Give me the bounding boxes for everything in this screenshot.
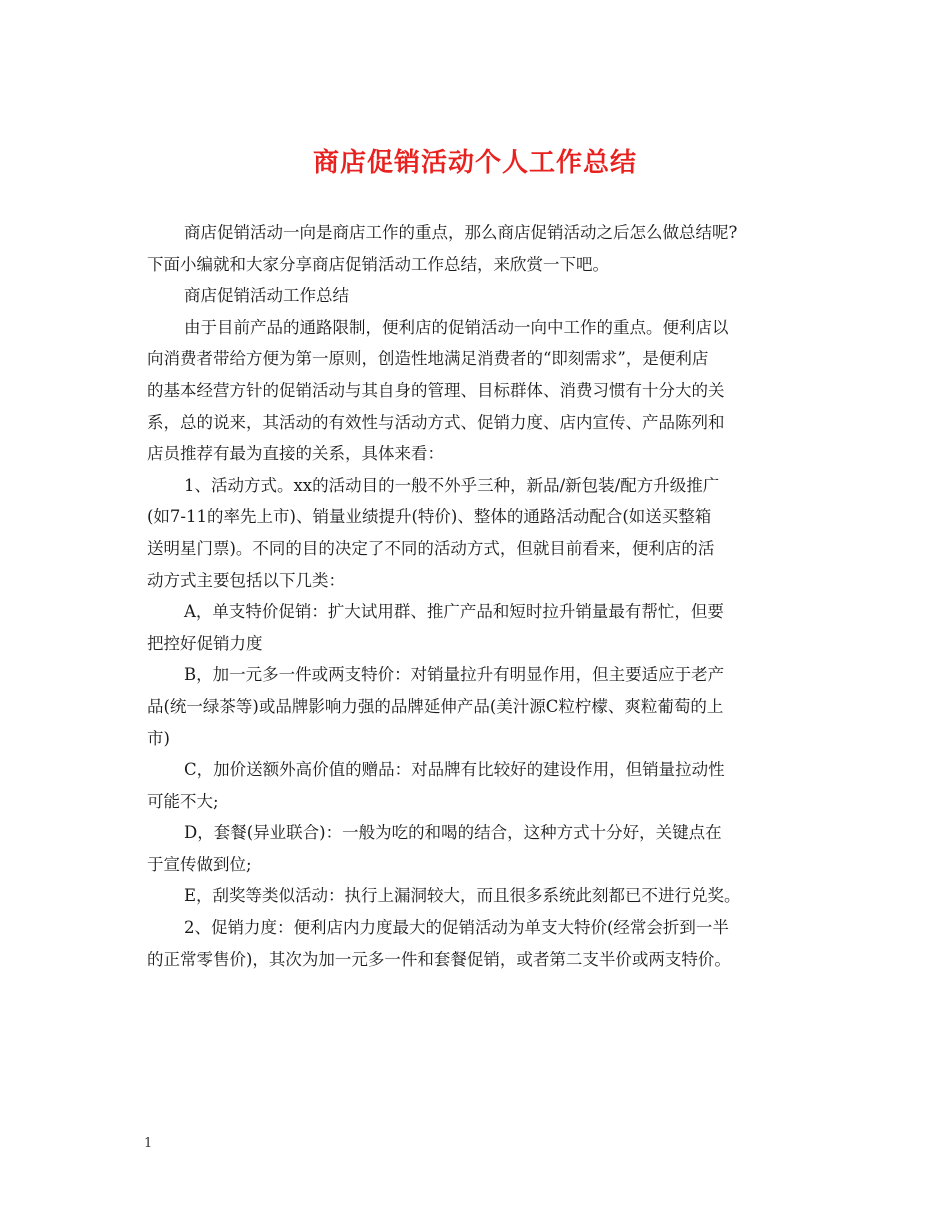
paragraph-line: 店员推荐有最为直接的关系，具体来看： bbox=[147, 444, 444, 464]
document-title: 商店促销活动个人工作总结 bbox=[312, 148, 637, 178]
paragraph-line: 的正常零售价)，其次为加一元多一件和套餐促销，或者第二支半价或两支特价。 bbox=[147, 949, 731, 969]
paragraph-line: 2、促销力度：便利店内力度最大的促销活动为单支大特价(经常会折到一半 bbox=[184, 918, 729, 938]
paragraph-line: (如7-11的率先上市)、销量业绩提升(特价)、整体的通路活动配合(如送买整箱 bbox=[147, 507, 712, 527]
paragraph-line: A，单支特价促销：扩大试用群、推广产品和短时拉升销量最有帮忙，但要 bbox=[184, 602, 724, 622]
paragraph-line: 把控好促销力度 bbox=[147, 633, 263, 653]
paragraph-line: 的基本经营方针的促销活动与其自身的管理、目标群体、消费习惯有十分大的关 bbox=[147, 380, 725, 400]
paragraph-line: 商店促销活动一向是商店工作的重点，那么商店促销活动之后怎么做总结呢? bbox=[184, 223, 738, 242]
paragraph-line: 动方式主要包括以下几类： bbox=[147, 570, 345, 590]
paragraph-line: B，加一元多一件或两支特价：对销量拉升有明显作用，但主要适应于老产 bbox=[184, 665, 725, 685]
paragraph-line: 由于目前产品的通路限制，便利店的促销活动一向中工作的重点。便利店以 bbox=[184, 317, 729, 337]
paragraph-line: 于宣传做到位; bbox=[147, 854, 252, 874]
paragraph-line: 下面小编就和大家分享商店促销活动工作总结，来欣赏一下吧。 bbox=[147, 254, 609, 274]
paragraph-line: 可能不大; bbox=[147, 791, 219, 811]
paragraph-line: 送明星门票)。不同的目的决定了不同的活动方式，但就目前看来，便利店的活 bbox=[147, 538, 715, 558]
paragraph-line: 1、活动方式。xx的活动目的一般不外乎三种，新品/新包装/配方升级推广 bbox=[184, 475, 720, 495]
paragraph-line: 向消费者带给方便为第一原则，创造性地满足消费者的“即刻需求”，是便利店 bbox=[147, 349, 709, 369]
paragraph-line: 市) bbox=[147, 728, 170, 748]
paragraph-line: 商店促销活动工作总结 bbox=[184, 286, 349, 306]
paragraph-line: 系，总的说来，其活动的有效性与活动方式、促销力度、店内宣传、产品陈列和 bbox=[147, 412, 725, 432]
paragraph-line: E，刮奖等类似活动：执行上漏洞较大，而且很多系统此刻都已不进行兑奖。 bbox=[184, 886, 741, 906]
document-body bbox=[147, 217, 817, 975]
paragraph-line: 品(统一绿茶等)或品牌影响力强的品牌延伸产品(美汁源C粒柠檬、爽粒葡萄的上 bbox=[147, 696, 724, 716]
paragraph-line: D，套餐(异业联合)：一般为吃的和喝的结合，这种方式十分好，关键点在 bbox=[184, 823, 722, 843]
paragraph-line: C，加价送额外高价值的赠品：对品牌有比较好的建设作用，但销量拉动性 bbox=[184, 760, 725, 780]
page-number: 1 bbox=[144, 1136, 153, 1151]
